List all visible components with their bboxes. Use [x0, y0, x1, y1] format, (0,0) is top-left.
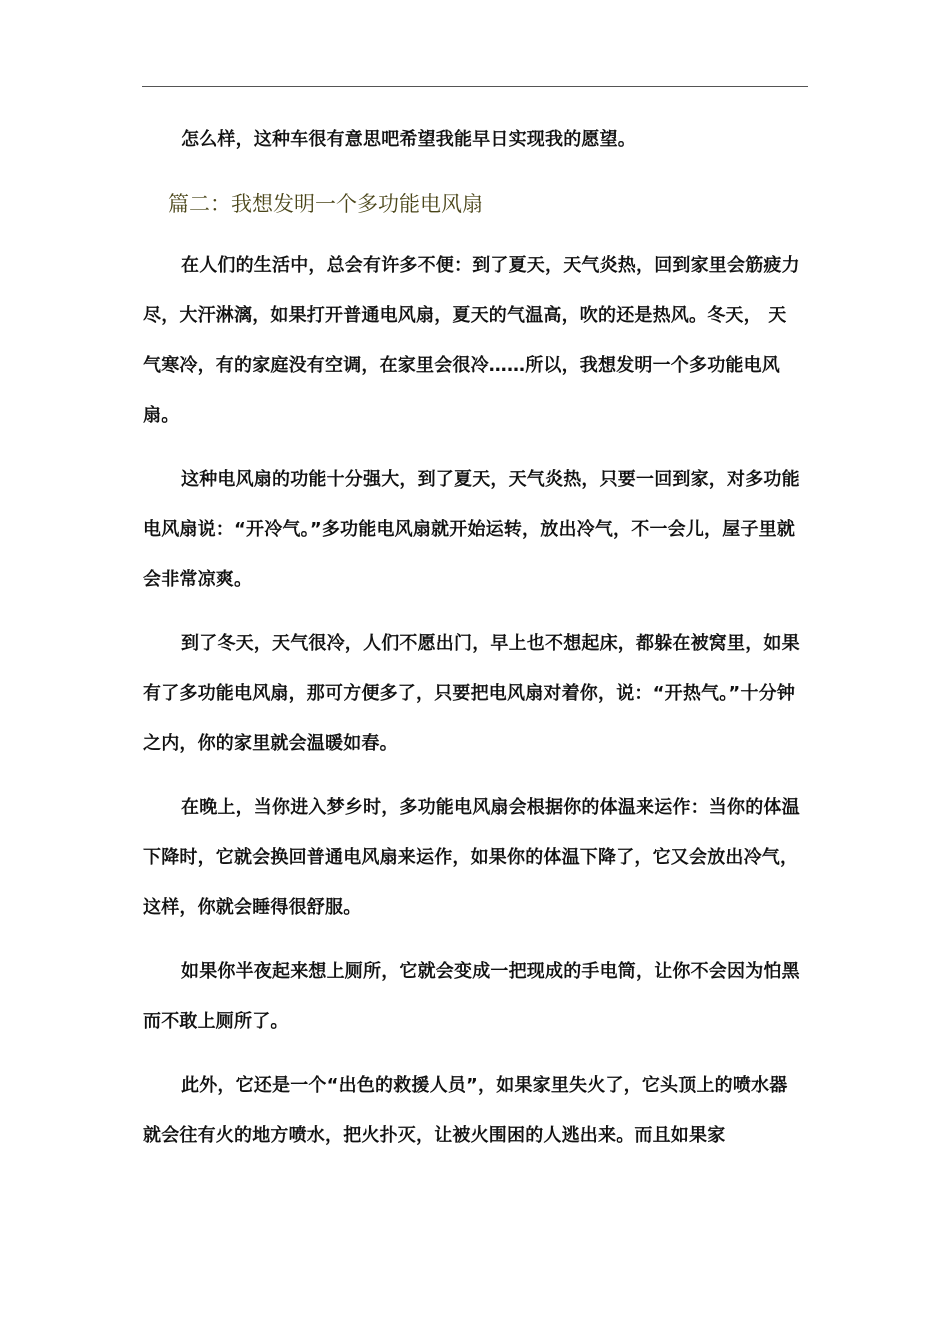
paragraph-intro: 怎么样，这种车很有意思吧希望我能早日实现我的愿望。 [181, 129, 636, 150]
paragraph-2: 这种电风扇的功能十分强大，到了夏天，天气炎热，只要一回到家，对多功能电风扇说：“开冷气。”多功能电风扇就开始运转，放出冷气，不一会儿，屋子里就会非常凉爽。 [143, 469, 800, 590]
paragraph-6: 此外，它还是一个“出色的救援人员”，如果家里失火了，它头顶上的喷水器就会往有火的地方喷水，把火扑灭，让被火围困的人逃出来。而且如果家 [143, 1075, 788, 1146]
paragraph-4: 在晚上，当你进入梦乡时，多功能电风扇会根据你的体温来运作：当你的体温下降时，它就会换回普通电风扇来运作，如果你的体温下降了，它又会放出冷气，这样，你就会睡得很舒服。 [143, 797, 800, 918]
header-rule [142, 86, 808, 87]
paragraph-3: 到了冬天，天气很冷，人们不愿出门，早上也不想起床，都躲在被窝里，如果有了多功能电风扇，那可方便多了，只要把电风扇对着你，说：“开热气。”十分钟之内，你的家里就会温暖如春。 [143, 633, 800, 754]
paragraph-5: 如果你半夜起来想上厕所，它就会变成一把现成的手电筒，让你不会因为怕黑而不敢上厕所了。 [143, 961, 800, 1032]
section-heading: 篇二：我想发明一个多功能电风扇 [168, 192, 483, 216]
paragraph-1: 在人们的生活中，总会有许多不便：到了夏天，天气炎热，回到家里会筋疲力尽，大汗淋漓，如果打开普通电风扇，夏天的气温高，吹的还是热风。冬天， 天气寒冷，有的家庭没有空调，在家里会很冷……所以，我想发明一个多功能电风扇。 [143, 255, 800, 426]
